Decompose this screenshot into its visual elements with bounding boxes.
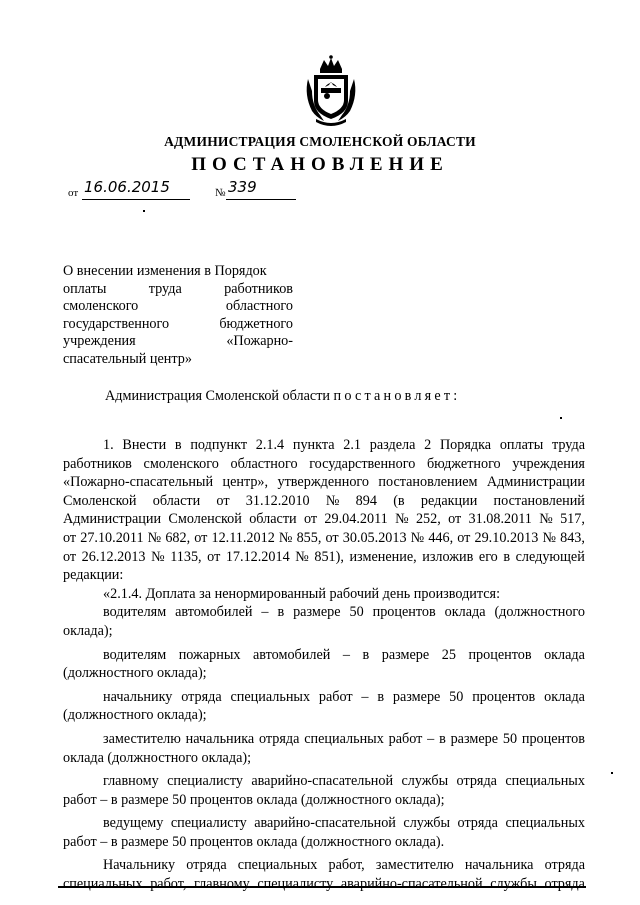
body-word: специалисту (170, 815, 247, 832)
body-word: изменение, (349, 548, 417, 565)
body-word: заместителю (103, 730, 181, 747)
body-word: начальнику (103, 688, 173, 705)
body-word: 26.12.2013 (81, 548, 146, 565)
body-word: отряда (259, 730, 300, 747)
body-line (63, 688, 585, 707)
body-line: оклада (должностного оклада); (63, 749, 252, 766)
body-word: утвержденного (277, 474, 369, 491)
body-line (63, 875, 585, 894)
body-word: 17.12.2014 (225, 548, 290, 565)
body-word: специалисту (257, 876, 334, 893)
body-word: учреждения (512, 455, 585, 472)
body-word: главному (194, 876, 250, 893)
body-word: № (278, 529, 293, 546)
body-word: 50 (349, 604, 364, 621)
handwritten-number: 339 (228, 178, 257, 196)
body-word: аварийно-спасательной (254, 815, 396, 832)
organization-name: АДМИНИСТРАЦИЯ СМОЛЕНСКОЙ ОБЛАСТИ (164, 134, 476, 149)
coat-of-arms-emblem (300, 55, 362, 127)
speck (560, 417, 562, 419)
subject-word: учреждения (63, 333, 136, 349)
body-word: 29.04.2011 (324, 511, 388, 528)
body-word: заместителю (375, 857, 454, 874)
body-word: (в (393, 492, 405, 509)
body-word: от (457, 529, 471, 546)
body-word: от (216, 492, 230, 509)
body-word: № (151, 548, 165, 565)
subject-line (63, 298, 293, 316)
subject-word: спасательный центр» (63, 350, 192, 367)
body-word: 27.10.2011 (80, 529, 144, 546)
body-word: труда (552, 437, 585, 453)
intro-text: Администрация Смоленской области (105, 388, 334, 404)
body-word: 50 (449, 688, 464, 705)
body-word: 2 (424, 437, 432, 453)
body-word: № (395, 511, 409, 528)
speck (143, 210, 145, 212)
body-word: пожарных (178, 646, 241, 663)
body-word: пункта (292, 437, 335, 453)
body-word: оклада (444, 604, 486, 621)
body-word: водителям (103, 646, 167, 663)
bottom-rule (58, 886, 586, 888)
body-line (63, 473, 585, 492)
number-label: № (215, 187, 226, 199)
body-word: размере (450, 730, 499, 747)
body-line (63, 730, 585, 749)
body-word: аварийно-спасательной (251, 773, 394, 790)
body-line: (должностного оклада); (63, 707, 207, 724)
body-word: оплаты (499, 437, 544, 453)
body-word: 2.1.4 (255, 437, 285, 453)
body-word: отряда (186, 857, 227, 874)
body-word: автомобилей (175, 604, 253, 621)
body-word: смоленского (143, 455, 219, 472)
subject-line (63, 263, 293, 281)
body-word: в (277, 604, 285, 621)
body-word: 31.08.2011 (468, 511, 532, 528)
body-word: в (439, 730, 446, 747)
body-word: подпункт (190, 437, 248, 453)
body-word: – (361, 688, 369, 705)
subject-line (63, 333, 293, 351)
subject-word: труда (148, 280, 182, 297)
body-word: бюджетного (426, 455, 501, 472)
body-word: отряда (544, 876, 585, 893)
body-word: службы (401, 773, 449, 790)
body-word: водителям (103, 604, 167, 621)
body-line (63, 772, 585, 791)
body-word: (должностного (494, 604, 585, 621)
body-word: в (377, 688, 385, 705)
body-word: аварийно-спасательной (340, 876, 483, 893)
body-word: 252, (415, 511, 441, 528)
subject-line (63, 316, 293, 334)
body-word: 843, (560, 529, 585, 546)
body-word: специальных (304, 730, 384, 747)
body-word: № (325, 492, 340, 509)
document-body (63, 436, 585, 894)
handwritten-date: 16.06.2015 (84, 178, 170, 196)
body-word: 894 (355, 492, 377, 509)
body-word: раздела (369, 437, 416, 453)
body-word: 12.11.2012 (211, 529, 275, 546)
body-word: 1135, (170, 548, 202, 565)
body-line: «2.1.4. Доплата за ненормированный рабочий день производится: (103, 585, 501, 602)
body-word: оклада (544, 688, 585, 705)
subject-word: работников (224, 280, 293, 297)
body-word: отряда (544, 857, 585, 874)
body-word: – (427, 730, 435, 747)
body-word: ведущему (103, 815, 164, 832)
body-word: областного (230, 455, 298, 472)
body-word: начальника (464, 857, 534, 874)
body-word: специалисту (167, 773, 243, 790)
intro-sentence (105, 388, 460, 405)
body-word: отряда (456, 773, 497, 790)
body-word: 30.05.2013 (342, 529, 407, 546)
body-line (63, 455, 585, 474)
number-underline (226, 199, 296, 200)
subject-line (63, 351, 293, 369)
body-word: постановлений (493, 492, 585, 509)
body-word: службы (403, 815, 451, 832)
body-word: № (410, 529, 425, 546)
subject-block (63, 263, 293, 368)
body-line: оклада); (63, 622, 113, 639)
body-word: специальных (230, 688, 311, 705)
body-word: работников (63, 455, 132, 472)
body-word: Начальнику (103, 857, 176, 874)
body-line (63, 646, 585, 665)
body-word: в (503, 548, 511, 565)
date-prefix: от (68, 187, 79, 199)
body-word: 851), (314, 548, 344, 565)
body-word: специальных (505, 815, 585, 832)
body-word: размере (293, 604, 341, 621)
body-word: – (261, 604, 269, 621)
subject-word: оплаты (63, 280, 107, 297)
subject-line (63, 281, 293, 299)
body-word: Смоленской (168, 511, 242, 528)
document-type-title: ПОСТАНОВЛЕНИЕ (191, 154, 449, 175)
body-line: работ – в размере 50 процентов оклада (должностного оклада). (63, 833, 445, 850)
body-word: от (63, 548, 77, 565)
body-word: государственного (309, 455, 416, 472)
body-word: 517, (560, 511, 585, 528)
body-word: процентов (472, 688, 536, 705)
body-word: от (303, 511, 318, 528)
body-word: № (295, 548, 309, 565)
body-word: автомобилей (253, 646, 331, 663)
body-line (63, 814, 585, 833)
body-word: отряда (457, 815, 498, 832)
subject-word: государственного (63, 315, 170, 332)
body-word: № (147, 529, 162, 546)
body-word: главному (103, 773, 159, 790)
body-word: специальных (505, 773, 585, 790)
body-word: 855, (296, 529, 322, 546)
body-line (63, 548, 585, 567)
body-line (63, 510, 585, 529)
body-word: его (478, 548, 498, 565)
body-word: работ (388, 730, 423, 747)
body-line (63, 856, 585, 875)
decree-word: постановляет: (333, 388, 461, 404)
body-word: специальных (63, 876, 143, 893)
body-line (63, 492, 585, 511)
body-word: 50 (502, 730, 518, 747)
body-word: от (63, 529, 77, 546)
subject-word: О внесении изменения в Порядок (63, 263, 267, 279)
body-word: в (174, 437, 182, 453)
body-word: «Пожарно-спасательный (63, 474, 214, 491)
subject-word: областного (225, 298, 293, 314)
subject-word: смоленского (63, 298, 139, 314)
body-word: в (362, 646, 370, 663)
body-word: отряда (181, 688, 222, 705)
body-word: специальных (237, 857, 318, 874)
body-word: оклада (544, 646, 585, 663)
body-word: 31.12.2010 (245, 492, 310, 509)
date-number-line (68, 178, 328, 202)
body-word: редакции (420, 492, 478, 509)
body-word: области (249, 511, 297, 528)
body-line (63, 436, 585, 455)
body-word: изложив (422, 548, 474, 565)
body-word: процентов (372, 604, 436, 621)
body-word: работ, (328, 857, 365, 874)
speck (611, 772, 613, 774)
body-word: области (152, 492, 201, 509)
body-line: редакции: (63, 567, 124, 584)
body-word: от (325, 529, 339, 546)
body-word: Порядка (439, 437, 492, 453)
body-word: центр», (222, 474, 269, 491)
body-word: размере (392, 688, 441, 705)
body-word: 446, (428, 529, 454, 546)
body-word: 682, (165, 529, 191, 546)
body-word: Смоленской (63, 492, 137, 509)
body-word: следующей (515, 548, 585, 565)
subject-word: «Пожарно- (226, 333, 293, 349)
body-word: процентов (468, 646, 532, 663)
body-word: процентов (521, 730, 585, 747)
body-word: работ, (150, 876, 187, 893)
body-word: работ (318, 688, 353, 705)
body-word: от (207, 548, 221, 565)
subject-word: бюджетного (219, 315, 293, 332)
body-line (63, 529, 585, 548)
body-word: начальника (185, 730, 255, 747)
date-underline (82, 199, 190, 200)
body-word: 2.1 (343, 437, 361, 453)
body-word: Внести (122, 437, 167, 453)
body-word: постановлением (378, 474, 478, 491)
body-word: службы (490, 876, 537, 893)
body-word: размере (381, 646, 430, 663)
body-word: Администрации (63, 511, 162, 528)
body-word: № (542, 529, 556, 546)
body-word: № (539, 511, 553, 528)
body-word: 1. (103, 437, 114, 453)
body-word: 29.10.2013 (474, 529, 539, 546)
body-word: от (448, 511, 462, 528)
body-word: Администрации (486, 474, 585, 491)
body-line: (должностного оклада); (63, 665, 207, 682)
body-word: – (342, 646, 350, 663)
body-word: от (194, 529, 208, 546)
body-line: работ – в размере 50 процентов оклада (должностного оклада); (63, 791, 445, 808)
body-line (63, 603, 585, 622)
body-word: 25 (441, 646, 456, 663)
